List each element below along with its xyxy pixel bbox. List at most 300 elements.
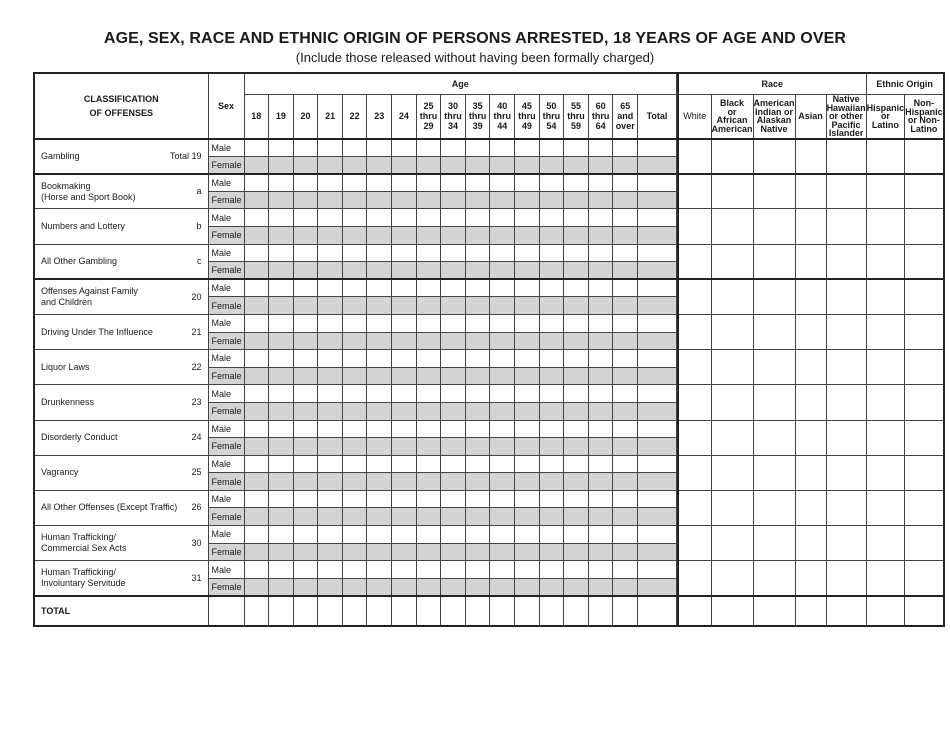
race-count-cell[interactable] — [826, 455, 866, 490]
age-count-cell[interactable] — [564, 209, 589, 227]
age-count-cell[interactable] — [269, 420, 294, 438]
age-count-cell[interactable] — [539, 420, 564, 438]
age-count-cell[interactable] — [613, 332, 638, 350]
age-count-cell[interactable] — [539, 226, 564, 244]
age-count-cell[interactable] — [588, 543, 613, 561]
age-count-cell[interactable] — [342, 350, 367, 368]
age-count-cell[interactable] — [515, 350, 540, 368]
age-count-cell[interactable] — [539, 156, 564, 174]
race-count-cell[interactable] — [826, 350, 866, 385]
age-count-cell[interactable] — [465, 297, 490, 315]
age-count-cell[interactable] — [613, 279, 638, 297]
age-count-cell[interactable] — [588, 561, 613, 579]
age-count-cell[interactable] — [244, 561, 269, 579]
age-count-cell[interactable] — [269, 191, 294, 209]
race-count-cell[interactable] — [795, 244, 826, 279]
age-count-cell[interactable] — [318, 473, 343, 491]
age-count-cell[interactable] — [416, 314, 441, 332]
total-count-cell[interactable] — [588, 596, 613, 626]
age-count-cell[interactable] — [293, 209, 318, 227]
race-count-cell[interactable] — [711, 314, 753, 349]
age-count-cell[interactable] — [416, 332, 441, 350]
age-count-cell[interactable] — [392, 578, 417, 596]
age-count-cell[interactable] — [588, 578, 613, 596]
age-count-cell[interactable] — [367, 385, 392, 403]
race-count-cell[interactable] — [826, 209, 866, 244]
age-count-cell[interactable] — [318, 402, 343, 420]
age-count-cell[interactable] — [638, 438, 677, 456]
age-count-cell[interactable] — [293, 543, 318, 561]
age-count-cell[interactable] — [588, 350, 613, 368]
age-count-cell[interactable] — [465, 209, 490, 227]
age-count-cell[interactable] — [342, 561, 367, 579]
age-count-cell[interactable] — [490, 420, 515, 438]
age-count-cell[interactable] — [244, 420, 269, 438]
age-count-cell[interactable] — [588, 438, 613, 456]
age-count-cell[interactable] — [416, 578, 441, 596]
ethnic-count-cell[interactable] — [905, 314, 944, 349]
age-count-cell[interactable] — [539, 332, 564, 350]
total-count-cell[interactable] — [367, 596, 392, 626]
age-count-cell[interactable] — [613, 191, 638, 209]
age-count-cell[interactable] — [392, 174, 417, 192]
age-count-cell[interactable] — [416, 209, 441, 227]
age-count-cell[interactable] — [318, 455, 343, 473]
race-count-cell[interactable] — [678, 526, 711, 561]
total-count-cell[interactable] — [318, 596, 343, 626]
age-count-cell[interactable] — [441, 420, 466, 438]
age-count-cell[interactable] — [367, 578, 392, 596]
age-count-cell[interactable] — [293, 385, 318, 403]
age-count-cell[interactable] — [539, 297, 564, 315]
age-count-cell[interactable] — [465, 385, 490, 403]
age-count-cell[interactable] — [588, 420, 613, 438]
age-count-cell[interactable] — [293, 578, 318, 596]
age-count-cell[interactable] — [269, 508, 294, 526]
age-count-cell[interactable] — [293, 420, 318, 438]
age-count-cell[interactable] — [367, 473, 392, 491]
age-count-cell[interactable] — [638, 314, 677, 332]
age-count-cell[interactable] — [490, 561, 515, 579]
age-count-cell[interactable] — [269, 226, 294, 244]
age-count-cell[interactable] — [441, 244, 466, 262]
age-count-cell[interactable] — [465, 139, 490, 157]
age-count-cell[interactable] — [441, 279, 466, 297]
age-count-cell[interactable] — [465, 420, 490, 438]
age-count-cell[interactable] — [638, 209, 677, 227]
age-count-cell[interactable] — [441, 226, 466, 244]
age-count-cell[interactable] — [269, 438, 294, 456]
race-count-cell[interactable] — [795, 561, 826, 596]
age-count-cell[interactable] — [539, 174, 564, 192]
age-count-cell[interactable] — [515, 314, 540, 332]
race-total-cell[interactable] — [753, 596, 795, 626]
age-count-cell[interactable] — [244, 543, 269, 561]
age-count-cell[interactable] — [515, 490, 540, 508]
race-count-cell[interactable] — [795, 385, 826, 420]
ethnic-count-cell[interactable] — [905, 455, 944, 490]
race-count-cell[interactable] — [753, 420, 795, 455]
age-count-cell[interactable] — [416, 279, 441, 297]
age-count-cell[interactable] — [441, 174, 466, 192]
age-count-cell[interactable] — [613, 526, 638, 544]
race-count-cell[interactable] — [795, 420, 826, 455]
age-count-cell[interactable] — [613, 350, 638, 368]
age-count-cell[interactable] — [269, 297, 294, 315]
age-count-cell[interactable] — [539, 402, 564, 420]
age-count-cell[interactable] — [342, 367, 367, 385]
age-count-cell[interactable] — [638, 473, 677, 491]
race-count-cell[interactable] — [753, 314, 795, 349]
age-count-cell[interactable] — [539, 350, 564, 368]
age-count-cell[interactable] — [539, 578, 564, 596]
age-count-cell[interactable] — [244, 490, 269, 508]
age-count-cell[interactable] — [367, 191, 392, 209]
age-count-cell[interactable] — [515, 139, 540, 157]
race-count-cell[interactable] — [678, 209, 711, 244]
age-count-cell[interactable] — [416, 226, 441, 244]
age-count-cell[interactable] — [539, 543, 564, 561]
age-count-cell[interactable] — [367, 402, 392, 420]
age-count-cell[interactable] — [367, 226, 392, 244]
age-count-cell[interactable] — [441, 455, 466, 473]
age-count-cell[interactable] — [490, 279, 515, 297]
age-count-cell[interactable] — [441, 367, 466, 385]
age-count-cell[interactable] — [539, 244, 564, 262]
age-count-cell[interactable] — [638, 526, 677, 544]
age-count-cell[interactable] — [269, 543, 294, 561]
age-count-cell[interactable] — [490, 314, 515, 332]
age-count-cell[interactable] — [342, 174, 367, 192]
ethnic-count-cell[interactable] — [905, 420, 944, 455]
age-count-cell[interactable] — [638, 385, 677, 403]
age-count-cell[interactable] — [490, 332, 515, 350]
age-count-cell[interactable] — [539, 139, 564, 157]
age-count-cell[interactable] — [441, 473, 466, 491]
ethnic-count-cell[interactable] — [905, 174, 944, 209]
race-count-cell[interactable] — [678, 420, 711, 455]
age-count-cell[interactable] — [244, 438, 269, 456]
total-count-cell[interactable] — [244, 596, 269, 626]
age-count-cell[interactable] — [441, 438, 466, 456]
age-count-cell[interactable] — [515, 156, 540, 174]
race-count-cell[interactable] — [678, 385, 711, 420]
race-count-cell[interactable] — [795, 174, 826, 209]
age-count-cell[interactable] — [416, 490, 441, 508]
age-count-cell[interactable] — [441, 385, 466, 403]
age-count-cell[interactable] — [465, 244, 490, 262]
age-count-cell[interactable] — [441, 191, 466, 209]
age-count-cell[interactable] — [392, 490, 417, 508]
age-count-cell[interactable] — [367, 174, 392, 192]
age-count-cell[interactable] — [392, 385, 417, 403]
age-count-cell[interactable] — [613, 420, 638, 438]
age-count-cell[interactable] — [392, 367, 417, 385]
age-count-cell[interactable] — [342, 314, 367, 332]
age-count-cell[interactable] — [515, 262, 540, 280]
age-count-cell[interactable] — [293, 438, 318, 456]
age-count-cell[interactable] — [342, 279, 367, 297]
age-count-cell[interactable] — [638, 508, 677, 526]
age-count-cell[interactable] — [342, 191, 367, 209]
total-count-cell[interactable] — [293, 596, 318, 626]
age-count-cell[interactable] — [416, 508, 441, 526]
age-count-cell[interactable] — [490, 438, 515, 456]
age-count-cell[interactable] — [416, 191, 441, 209]
race-total-cell[interactable] — [678, 596, 711, 626]
race-count-cell[interactable] — [826, 385, 866, 420]
age-count-cell[interactable] — [564, 402, 589, 420]
age-count-cell[interactable] — [269, 561, 294, 579]
age-count-cell[interactable] — [638, 455, 677, 473]
age-count-cell[interactable] — [638, 350, 677, 368]
age-count-cell[interactable] — [342, 139, 367, 157]
race-count-cell[interactable] — [678, 139, 711, 174]
race-count-cell[interactable] — [826, 561, 866, 596]
age-count-cell[interactable] — [588, 209, 613, 227]
age-count-cell[interactable] — [490, 508, 515, 526]
age-count-cell[interactable] — [638, 490, 677, 508]
age-count-cell[interactable] — [613, 262, 638, 280]
age-count-cell[interactable] — [564, 332, 589, 350]
age-count-cell[interactable] — [342, 455, 367, 473]
age-count-cell[interactable] — [342, 438, 367, 456]
age-count-cell[interactable] — [392, 420, 417, 438]
age-count-cell[interactable] — [342, 226, 367, 244]
age-count-cell[interactable] — [515, 543, 540, 561]
total-count-cell[interactable] — [392, 596, 417, 626]
age-count-cell[interactable] — [613, 473, 638, 491]
age-count-cell[interactable] — [293, 350, 318, 368]
race-count-cell[interactable] — [753, 139, 795, 174]
age-count-cell[interactable] — [638, 279, 677, 297]
age-count-cell[interactable] — [244, 279, 269, 297]
race-count-cell[interactable] — [711, 526, 753, 561]
age-count-cell[interactable] — [269, 385, 294, 403]
race-count-cell[interactable] — [678, 314, 711, 349]
age-count-cell[interactable] — [539, 367, 564, 385]
age-count-cell[interactable] — [588, 402, 613, 420]
ethnic-count-cell[interactable] — [905, 350, 944, 385]
age-count-cell[interactable] — [293, 191, 318, 209]
age-count-cell[interactable] — [244, 402, 269, 420]
race-total-cell[interactable] — [826, 596, 866, 626]
age-count-cell[interactable] — [638, 191, 677, 209]
age-count-cell[interactable] — [564, 385, 589, 403]
age-count-cell[interactable] — [490, 174, 515, 192]
race-count-cell[interactable] — [711, 490, 753, 525]
race-count-cell[interactable] — [753, 350, 795, 385]
total-count-cell[interactable] — [465, 596, 490, 626]
race-count-cell[interactable] — [826, 244, 866, 279]
age-count-cell[interactable] — [342, 156, 367, 174]
age-count-cell[interactable] — [588, 156, 613, 174]
age-count-cell[interactable] — [441, 314, 466, 332]
age-count-cell[interactable] — [465, 578, 490, 596]
age-count-cell[interactable] — [269, 314, 294, 332]
age-count-cell[interactable] — [318, 526, 343, 544]
age-count-cell[interactable] — [416, 244, 441, 262]
age-count-cell[interactable] — [613, 455, 638, 473]
age-count-cell[interactable] — [490, 209, 515, 227]
age-count-cell[interactable] — [515, 578, 540, 596]
age-count-cell[interactable] — [318, 561, 343, 579]
age-count-cell[interactable] — [490, 385, 515, 403]
race-count-cell[interactable] — [826, 174, 866, 209]
race-count-cell[interactable] — [753, 526, 795, 561]
age-count-cell[interactable] — [416, 455, 441, 473]
race-count-cell[interactable] — [795, 350, 826, 385]
ethnic-count-cell[interactable] — [866, 244, 905, 279]
race-count-cell[interactable] — [711, 244, 753, 279]
age-count-cell[interactable] — [367, 490, 392, 508]
age-count-cell[interactable] — [293, 262, 318, 280]
age-count-cell[interactable] — [588, 508, 613, 526]
age-count-cell[interactable] — [367, 420, 392, 438]
age-count-cell[interactable] — [392, 191, 417, 209]
age-count-cell[interactable] — [465, 156, 490, 174]
age-count-cell[interactable] — [588, 244, 613, 262]
age-count-cell[interactable] — [342, 385, 367, 403]
age-count-cell[interactable] — [318, 156, 343, 174]
age-count-cell[interactable] — [416, 350, 441, 368]
age-count-cell[interactable] — [318, 314, 343, 332]
race-count-cell[interactable] — [753, 490, 795, 525]
age-count-cell[interactable] — [515, 385, 540, 403]
total-count-cell[interactable] — [342, 596, 367, 626]
age-count-cell[interactable] — [539, 385, 564, 403]
age-count-cell[interactable] — [515, 561, 540, 579]
age-count-cell[interactable] — [367, 526, 392, 544]
age-count-cell[interactable] — [416, 297, 441, 315]
age-count-cell[interactable] — [613, 438, 638, 456]
age-count-cell[interactable] — [539, 473, 564, 491]
age-count-cell[interactable] — [293, 490, 318, 508]
age-count-cell[interactable] — [269, 139, 294, 157]
age-count-cell[interactable] — [367, 332, 392, 350]
age-count-cell[interactable] — [416, 526, 441, 544]
age-count-cell[interactable] — [392, 508, 417, 526]
age-count-cell[interactable] — [318, 385, 343, 403]
age-count-cell[interactable] — [638, 244, 677, 262]
ethnic-count-cell[interactable] — [866, 139, 905, 174]
age-count-cell[interactable] — [318, 543, 343, 561]
age-count-cell[interactable] — [293, 561, 318, 579]
age-count-cell[interactable] — [490, 367, 515, 385]
age-count-cell[interactable] — [342, 420, 367, 438]
age-count-cell[interactable] — [293, 226, 318, 244]
age-count-cell[interactable] — [392, 526, 417, 544]
age-count-cell[interactable] — [613, 209, 638, 227]
age-count-cell[interactable] — [367, 279, 392, 297]
age-count-cell[interactable] — [392, 438, 417, 456]
age-count-cell[interactable] — [539, 455, 564, 473]
age-count-cell[interactable] — [465, 543, 490, 561]
race-count-cell[interactable] — [795, 455, 826, 490]
age-count-cell[interactable] — [539, 191, 564, 209]
age-count-cell[interactable] — [244, 156, 269, 174]
age-count-cell[interactable] — [342, 262, 367, 280]
age-count-cell[interactable] — [490, 262, 515, 280]
age-count-cell[interactable] — [564, 139, 589, 157]
age-count-cell[interactable] — [441, 526, 466, 544]
total-count-cell[interactable] — [269, 596, 294, 626]
age-count-cell[interactable] — [564, 543, 589, 561]
age-count-cell[interactable] — [638, 543, 677, 561]
age-count-cell[interactable] — [638, 174, 677, 192]
age-count-cell[interactable] — [490, 455, 515, 473]
ethnic-count-cell[interactable] — [866, 561, 905, 596]
age-count-cell[interactable] — [244, 209, 269, 227]
age-count-cell[interactable] — [441, 402, 466, 420]
age-count-cell[interactable] — [613, 367, 638, 385]
age-count-cell[interactable] — [269, 279, 294, 297]
age-count-cell[interactable] — [613, 402, 638, 420]
race-count-cell[interactable] — [753, 244, 795, 279]
age-count-cell[interactable] — [465, 262, 490, 280]
age-count-cell[interactable] — [244, 297, 269, 315]
age-count-cell[interactable] — [392, 262, 417, 280]
race-count-cell[interactable] — [795, 209, 826, 244]
age-count-cell[interactable] — [244, 139, 269, 157]
age-count-cell[interactable] — [392, 226, 417, 244]
age-count-cell[interactable] — [244, 455, 269, 473]
age-count-cell[interactable] — [564, 226, 589, 244]
age-count-cell[interactable] — [564, 561, 589, 579]
age-count-cell[interactable] — [588, 385, 613, 403]
age-count-cell[interactable] — [318, 367, 343, 385]
age-count-cell[interactable] — [318, 297, 343, 315]
ethnic-count-cell[interactable] — [866, 174, 905, 209]
age-count-cell[interactable] — [392, 314, 417, 332]
age-count-cell[interactable] — [318, 490, 343, 508]
race-count-cell[interactable] — [826, 279, 866, 314]
age-count-cell[interactable] — [244, 578, 269, 596]
age-count-cell[interactable] — [342, 543, 367, 561]
total-count-cell[interactable] — [490, 596, 515, 626]
age-count-cell[interactable] — [515, 226, 540, 244]
age-count-cell[interactable] — [244, 385, 269, 403]
race-count-cell[interactable] — [711, 139, 753, 174]
age-count-cell[interactable] — [293, 314, 318, 332]
race-count-cell[interactable] — [678, 561, 711, 596]
age-count-cell[interactable] — [441, 297, 466, 315]
age-count-cell[interactable] — [515, 367, 540, 385]
age-count-cell[interactable] — [441, 490, 466, 508]
age-count-cell[interactable] — [588, 455, 613, 473]
age-count-cell[interactable] — [416, 420, 441, 438]
age-count-cell[interactable] — [515, 526, 540, 544]
race-count-cell[interactable] — [795, 490, 826, 525]
age-count-cell[interactable] — [613, 297, 638, 315]
race-total-cell[interactable] — [795, 596, 826, 626]
age-count-cell[interactable] — [293, 174, 318, 192]
age-count-cell[interactable] — [367, 244, 392, 262]
ethnic-count-cell[interactable] — [866, 209, 905, 244]
age-count-cell[interactable] — [244, 367, 269, 385]
age-count-cell[interactable] — [367, 297, 392, 315]
age-count-cell[interactable] — [367, 139, 392, 157]
total-count-cell[interactable] — [416, 596, 441, 626]
age-count-cell[interactable] — [490, 350, 515, 368]
age-count-cell[interactable] — [342, 526, 367, 544]
age-count-cell[interactable] — [515, 279, 540, 297]
age-count-cell[interactable] — [588, 226, 613, 244]
age-count-cell[interactable] — [465, 490, 490, 508]
age-count-cell[interactable] — [367, 543, 392, 561]
age-count-cell[interactable] — [293, 402, 318, 420]
age-count-cell[interactable] — [490, 543, 515, 561]
